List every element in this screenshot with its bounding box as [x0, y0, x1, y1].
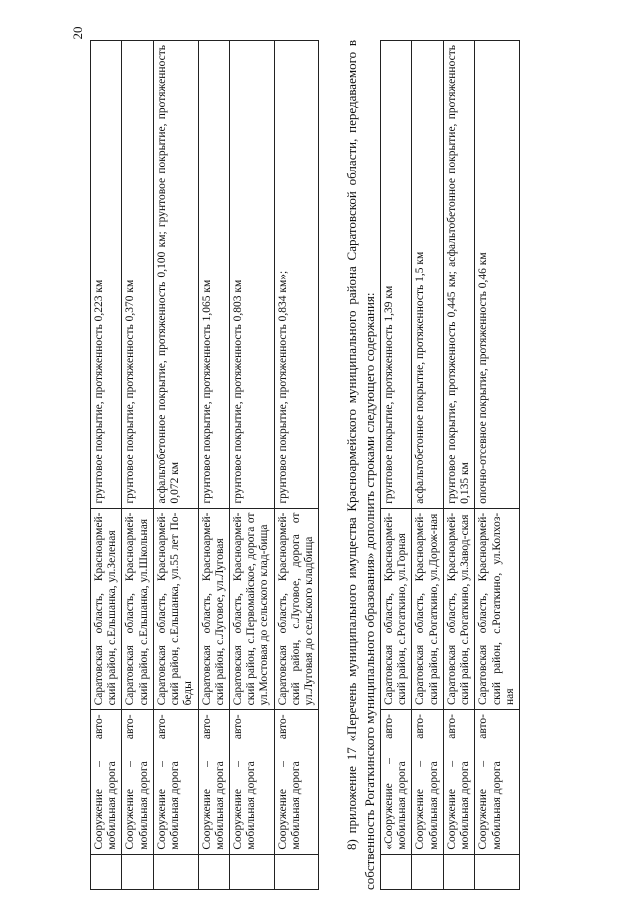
description-cell: грунтовое покрытие, протяженность 0,834 км»; [274, 41, 319, 509]
description-cell: грунтовое покрытие, протяженность 1,065 км [198, 41, 229, 509]
row-number-cell [122, 854, 153, 889]
table-row [443, 41, 474, 890]
property-table-2 [380, 40, 520, 890]
address-cell: Саратовская область, Красноармей-ский район, с.Рогаткино, ул.Колхоз-ная [475, 508, 520, 709]
address-cell: Саратовская область, Красноармей-ский район, с.Ельшанка, ул.Зеленая [91, 508, 122, 710]
object-name-cell: Сооружение – авто-мобильная дорога [443, 710, 474, 855]
object-name-cell: «Сооружение – авто-мобильная дорога [381, 710, 412, 855]
property-table-1 [90, 40, 319, 890]
object-name-cell: Сооружение – авто-мобильная дорога [122, 710, 153, 854]
row-number-cell [443, 854, 474, 889]
row-number-cell [91, 854, 122, 889]
row-number-cell [229, 854, 274, 889]
table-row [91, 41, 122, 890]
rotated-page-content [90, 40, 560, 890]
description-cell: асфальтобетонное покрытие, протяженность 0,100 км; грунтовое покрытие, протяженность 0,072 км [153, 41, 198, 509]
description-cell: грунтовое покрытие, протяженность 0,370 км [122, 41, 153, 509]
row-number-cell [274, 854, 319, 889]
table-row [475, 41, 520, 890]
row-number-cell [475, 854, 520, 889]
row-number-cell [153, 854, 198, 889]
table-row [274, 41, 319, 890]
amendment-text: 8) приложение 17 «Перечень муниципального имущества Красноармейского муниципального района Саратовской области, передаваемого в собственность Рогаткинского муниципального образования» дополнить строками следующего содержания: [344, 40, 377, 890]
object-name-cell: Сооружение – авто-мобильная дорога [475, 710, 520, 855]
address-cell: Саратовская область, Красноармей-ский район, с.Рогаткино, ул.Горная [381, 508, 412, 709]
description-cell: опочно-отсевное покрытие, протяженность 0,46 км [475, 41, 520, 509]
object-name-cell: Сооружение – авто-мобильная дорога [153, 710, 198, 854]
description-cell: грунтовое покрытие, протяженность 0,445 км; асфальтобетонное покрытие, протяженность 0,135 км [443, 41, 474, 509]
table-row [381, 41, 412, 890]
description-cell: грунтовое покрытие, протяженность 0,223 км [91, 41, 122, 509]
row-number-cell [381, 854, 412, 889]
object-name-cell: Сооружение – авто-мобильная дорога [91, 710, 122, 854]
description-cell: грунтовое покрытие, протяженность 0,803 км [229, 41, 274, 509]
table-row [412, 41, 443, 890]
address-cell: Саратовская область, Красноармей-ский район, с.Луговое, дорога от ул.Луговая до сельского кладбища [274, 508, 319, 710]
amendment-paragraph [343, 40, 378, 890]
address-cell: Саратовская область, Красноармей-ский район, с.Рогаткино, ул.Завод-ская [443, 508, 474, 709]
address-cell: Саратовская область, Красноармей-ский район, с.Ельшанка, ул.Школьная [122, 508, 153, 710]
page-number: 20 [69, 26, 85, 40]
table-row [153, 41, 198, 890]
address-cell: Саратовская область, Красноармей-ский район, с.Ельшанка, ул.55 лет По-беды [153, 508, 198, 710]
address-cell: Саратовская область, Красноармей-ский район, с.Луговое, ул.Луговая [198, 508, 229, 710]
object-name-cell: Сооружение – авто-мобильная дорога [229, 710, 274, 854]
row-number-cell [198, 854, 229, 889]
object-name-cell: Сооружение – авто-мобильная дорога [274, 710, 319, 854]
description-cell: грунтовое покрытие, протяженность 1,39 км [381, 41, 412, 509]
table-row [198, 41, 229, 890]
description-cell: асфальтобетонное покрытие, протяженность 1,5 км [412, 41, 443, 509]
row-number-cell [412, 854, 443, 889]
table-row [229, 41, 274, 890]
address-cell: Саратовская область, Красноармей-ский район, с.Первомайское, дорога от ул.Мостовая до сельского клад-бища [229, 508, 274, 710]
address-cell: Саратовская область, Красноармей-ский район, с.Рогаткино, ул.Дорож-ная [412, 508, 443, 709]
object-name-cell: Сооружение – авто-мобильная дорога [198, 710, 229, 854]
object-name-cell: Сооружение – авто-мобильная дорога [412, 710, 443, 855]
table-row [122, 41, 153, 890]
